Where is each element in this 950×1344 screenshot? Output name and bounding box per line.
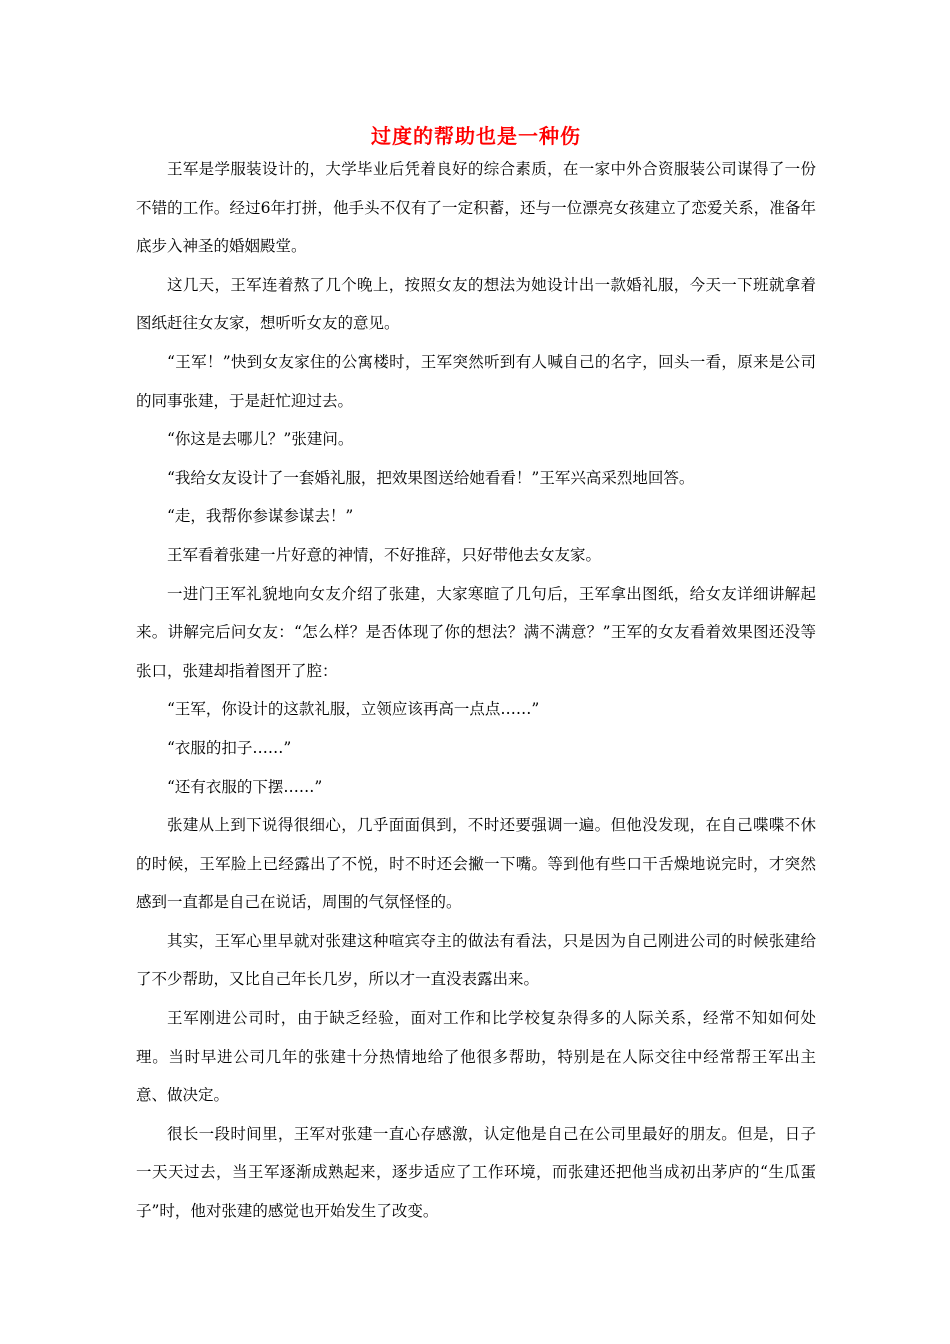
paragraph: “你这是去哪儿？”张建问。 <box>167 430 354 449</box>
paragraph: “王军，你设计的这款礼服，立领应该再高一点点……” <box>167 700 540 719</box>
paragraph: 很长一段时间里，王军对张建一直心存感激，认定他是自己在公司里最好的朋友。但是，日子一天天过去，当王军逐渐成熟起来，逐步适应了工作环境，而张建还把他当成初出茅庐的“生瓜蛋子”时，他对张建的感觉也开始发生了改变。 <box>136 1124 816 1221</box>
paragraph: “走，我帮你参谋参谋去！” <box>167 507 354 526</box>
paragraph: “王军！”快到女友家住的公寓楼时，王军突然听到有人喊自己的名字，回头一看，原来是公司的同事张建，于是赶忙迎过去。 <box>136 352 816 410</box>
paragraph: 王军刚进公司时，由于缺乏经验，面对工作和比学校复杂得多的人际关系，经常不知如何处理。当时早进公司几年的张建十分热情地给了他很多帮助，特别是在人际交往中经常帮王军出主意、做决定。 <box>136 1009 816 1105</box>
paragraph: 一进门王军礼貌地向女友介绍了张建，大家寒暄了几句后，王军拿出图纸，给女友详细讲解起来。讲解完后问女友：“怎么样？是否体现了你的想法？满不满意？”王军的女友看着效果图还没等张口，张建却指着图开了腔： <box>136 584 816 680</box>
paragraph: 这几天，王军连着熬了几个晚上，按照女友的想法为她设计出一款婚礼服，今天一下班就拿着图纸赶往女友家，想听听女友的意见。 <box>136 275 816 333</box>
paragraph: “我给女友设计了一套婚礼服，把效果图送给她看看！”王军兴高采烈地回答。 <box>167 468 695 487</box>
paragraph: 其实，王军心里早就对张建这种喧宾夺主的做法有看法，只是因为自己刚进公司的时候张建给了不少帮助，又比自己年长几岁，所以才一直没表露出来。 <box>136 931 816 989</box>
document-title: 过度的帮助也是一种伤 <box>371 124 581 148</box>
paragraph: 张建从上到下说得很细心，几乎面面俱到，不时还要强调一遍。但他没发现，在自己喋喋不休的时候，王军脸上已经露出了不悦，时不时还会撇一下嘴。等到他有些口干舌燥地说完时，才突然感到一直都是自己在说话，周围的气氛怪怪的。 <box>136 816 816 912</box>
document-page <box>136 122 816 1231</box>
paragraph: 王军是学服装设计的，大学毕业后凭着良好的综合素质，在一家中外合资服装公司谋得了一份不错的工作。经过6年打拼，他手头不仅有了一定积蓄，还与一位漂亮女孩建立了恋爱关系，准备年底步入神圣的婚姻殿堂。 <box>136 160 816 256</box>
paragraph: 王军看着张建一片好意的神情，不好推辞，只好带他去女友家。 <box>167 545 602 564</box>
paragraph: “还有衣服的下摆……” <box>167 777 323 796</box>
paragraph: “衣服的扣子……” <box>167 738 292 757</box>
